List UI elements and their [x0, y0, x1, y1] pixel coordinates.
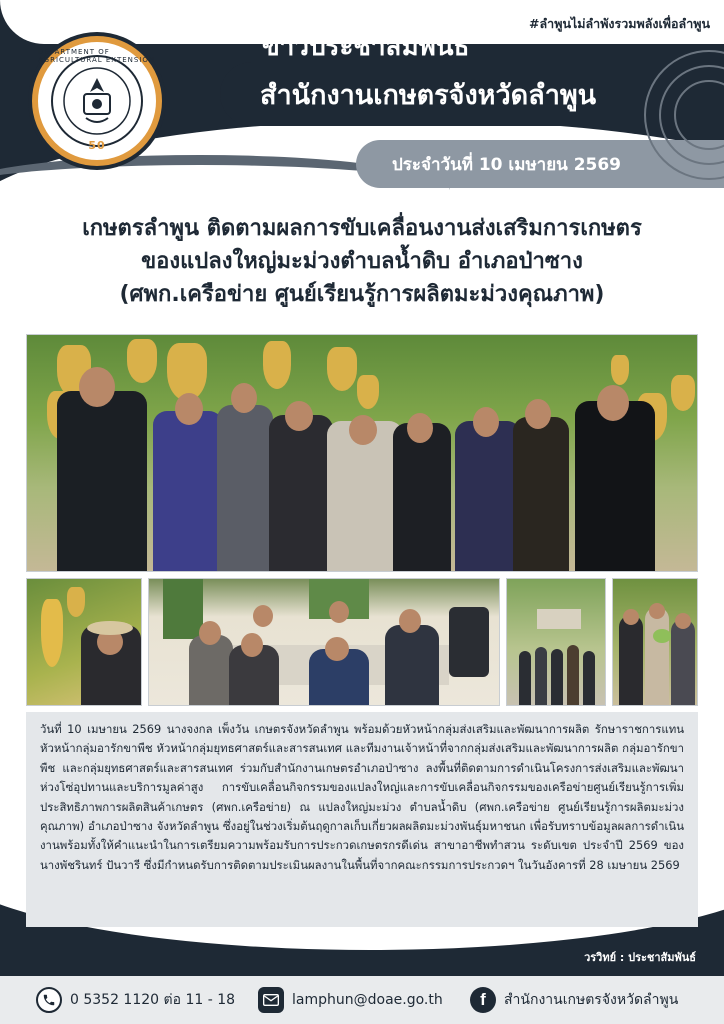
- headline-line-3: (ศพก.เครือข่าย ศูนย์เรียนรู้การผลิตมะม่วงคุณภาพ): [119, 282, 605, 307]
- bouquet-handover-photo: [612, 578, 698, 706]
- author-credit: วรวิทย์ : ประชาสัมพันธ์: [584, 951, 696, 964]
- date-text: ประจำวันที่ 10 เมษายน 2569: [392, 154, 622, 175]
- email-icon: [258, 987, 284, 1013]
- news-label: ข่าวประชาสัมพันธ์: [262, 32, 470, 62]
- news-paragraph: วันที่ 10 เมษายน 2569 นางจงกล เพ็งวัน เกษตรจังหวัดลำพูน พร้อมด้วยหัวหน้ากลุ่มส่งเสริมและพัฒนาการผลิต รักษาราชการแทนหัวหน้ากลุ่มอารักขาพืช หัวหน้ากลุ่มยุทธศาสตร์และสารสนเทศ และทีมงานเจ้าหน้าที่จากกลุ่มส่งเสริมและพัฒนาการผลิต กลุ่มอารักขาพืช และกลุ่มยุทธศาสตร์และสารสนเทศ ร่วมกับสำนักงานเกษตรอำเภอป่าซาง ลงพื้นที่ติดตามการดำเนินโครงการส่งเสริมและพัฒนาห่วงโซ่อุปทานและบริการมูลค่าสูง การขับเคลื่อนกิจกรรมของแปลงใหญ่และการขับเคลื่อนกิจกรรมของเครือข่ายศูนย์เรียนรู้การเพิ่มประสิทธิภาพการผลิตสินค้าเกษตร (ศพก.เครือข่าย) ณ แปลงใหญ่มะม่วง ตำบลน้ำดิบ (ศพก.เครือข่าย ศูนย์เรียนรู้การผลิตมะม่วงคุณภาพ) อำเภอป่าซาง จังหวัดลำพูน ซึ่งอยู่ในช่วงเริ่มต้นฤดูกาลเก็บเกี่ยวผลผลิตมะม่วงพันธุ์มหาชนก เพื่อรับทราบข้อมูลผลการดำเนินงานพร้อมทั้งให้คำแนะนำในการเตรียมความพร้อมรับการประกวดเกษตรกรดีเด่น สาขาอาชีพทำสวน ระดับเขต ประจำปี 2569 ของนางพัชรินทร์ ปันวารี ซึ่งมีกำหนดรับการติดตามประเมินผลงานในพื้นที่จากคณะกรรมการประกวดฯ ในวันอังคารที่ 28 เมษายน 2569: [40, 722, 684, 872]
- office-name: สำนักงานเกษตรจังหวัดลำพูน: [260, 79, 597, 111]
- headline-line-1: เกษตรลำพูน ติดตามผลการขับเคลื่อนงานส่งเสริมการเกษตร: [82, 216, 642, 241]
- email-address: lamphun@doae.go.th: [292, 992, 443, 1008]
- logo-text: DEPARTMENT OF AGRICULTURAL EXTENSION: [38, 48, 156, 64]
- facebook-contact[interactable]: [470, 987, 678, 1013]
- group-photo: [26, 334, 698, 572]
- phone-icon: [36, 987, 62, 1013]
- hashtag: #ลำพูนไม่ลำพังรวมพลังเพื่อลำพูน: [529, 16, 710, 31]
- headline-line-2: ของแปลงใหญ่มะม่วงตำบลน้ำดิบ อำเภอป่าซาง: [141, 249, 583, 274]
- orchard-walk-photo: [506, 578, 606, 706]
- meeting-photo: [148, 578, 500, 706]
- email-contact[interactable]: [258, 987, 443, 1013]
- decorative-arcs: [634, 40, 724, 190]
- facebook-page: สำนักงานเกษตรจังหวัดลำพูน: [504, 992, 679, 1008]
- news-body: [26, 712, 698, 927]
- logo-emblem-icon: [51, 55, 143, 147]
- mango-inspection-photo: [26, 578, 142, 706]
- phone-number: 0 5352 1120 ต่อ 11 - 18: [70, 992, 236, 1008]
- contact-footer: [0, 976, 724, 1024]
- headline: [20, 212, 704, 311]
- logo-number: 50: [88, 139, 106, 152]
- facebook-icon: f: [470, 987, 496, 1013]
- doae-logo: [32, 36, 162, 166]
- phone-contact[interactable]: [36, 987, 235, 1013]
